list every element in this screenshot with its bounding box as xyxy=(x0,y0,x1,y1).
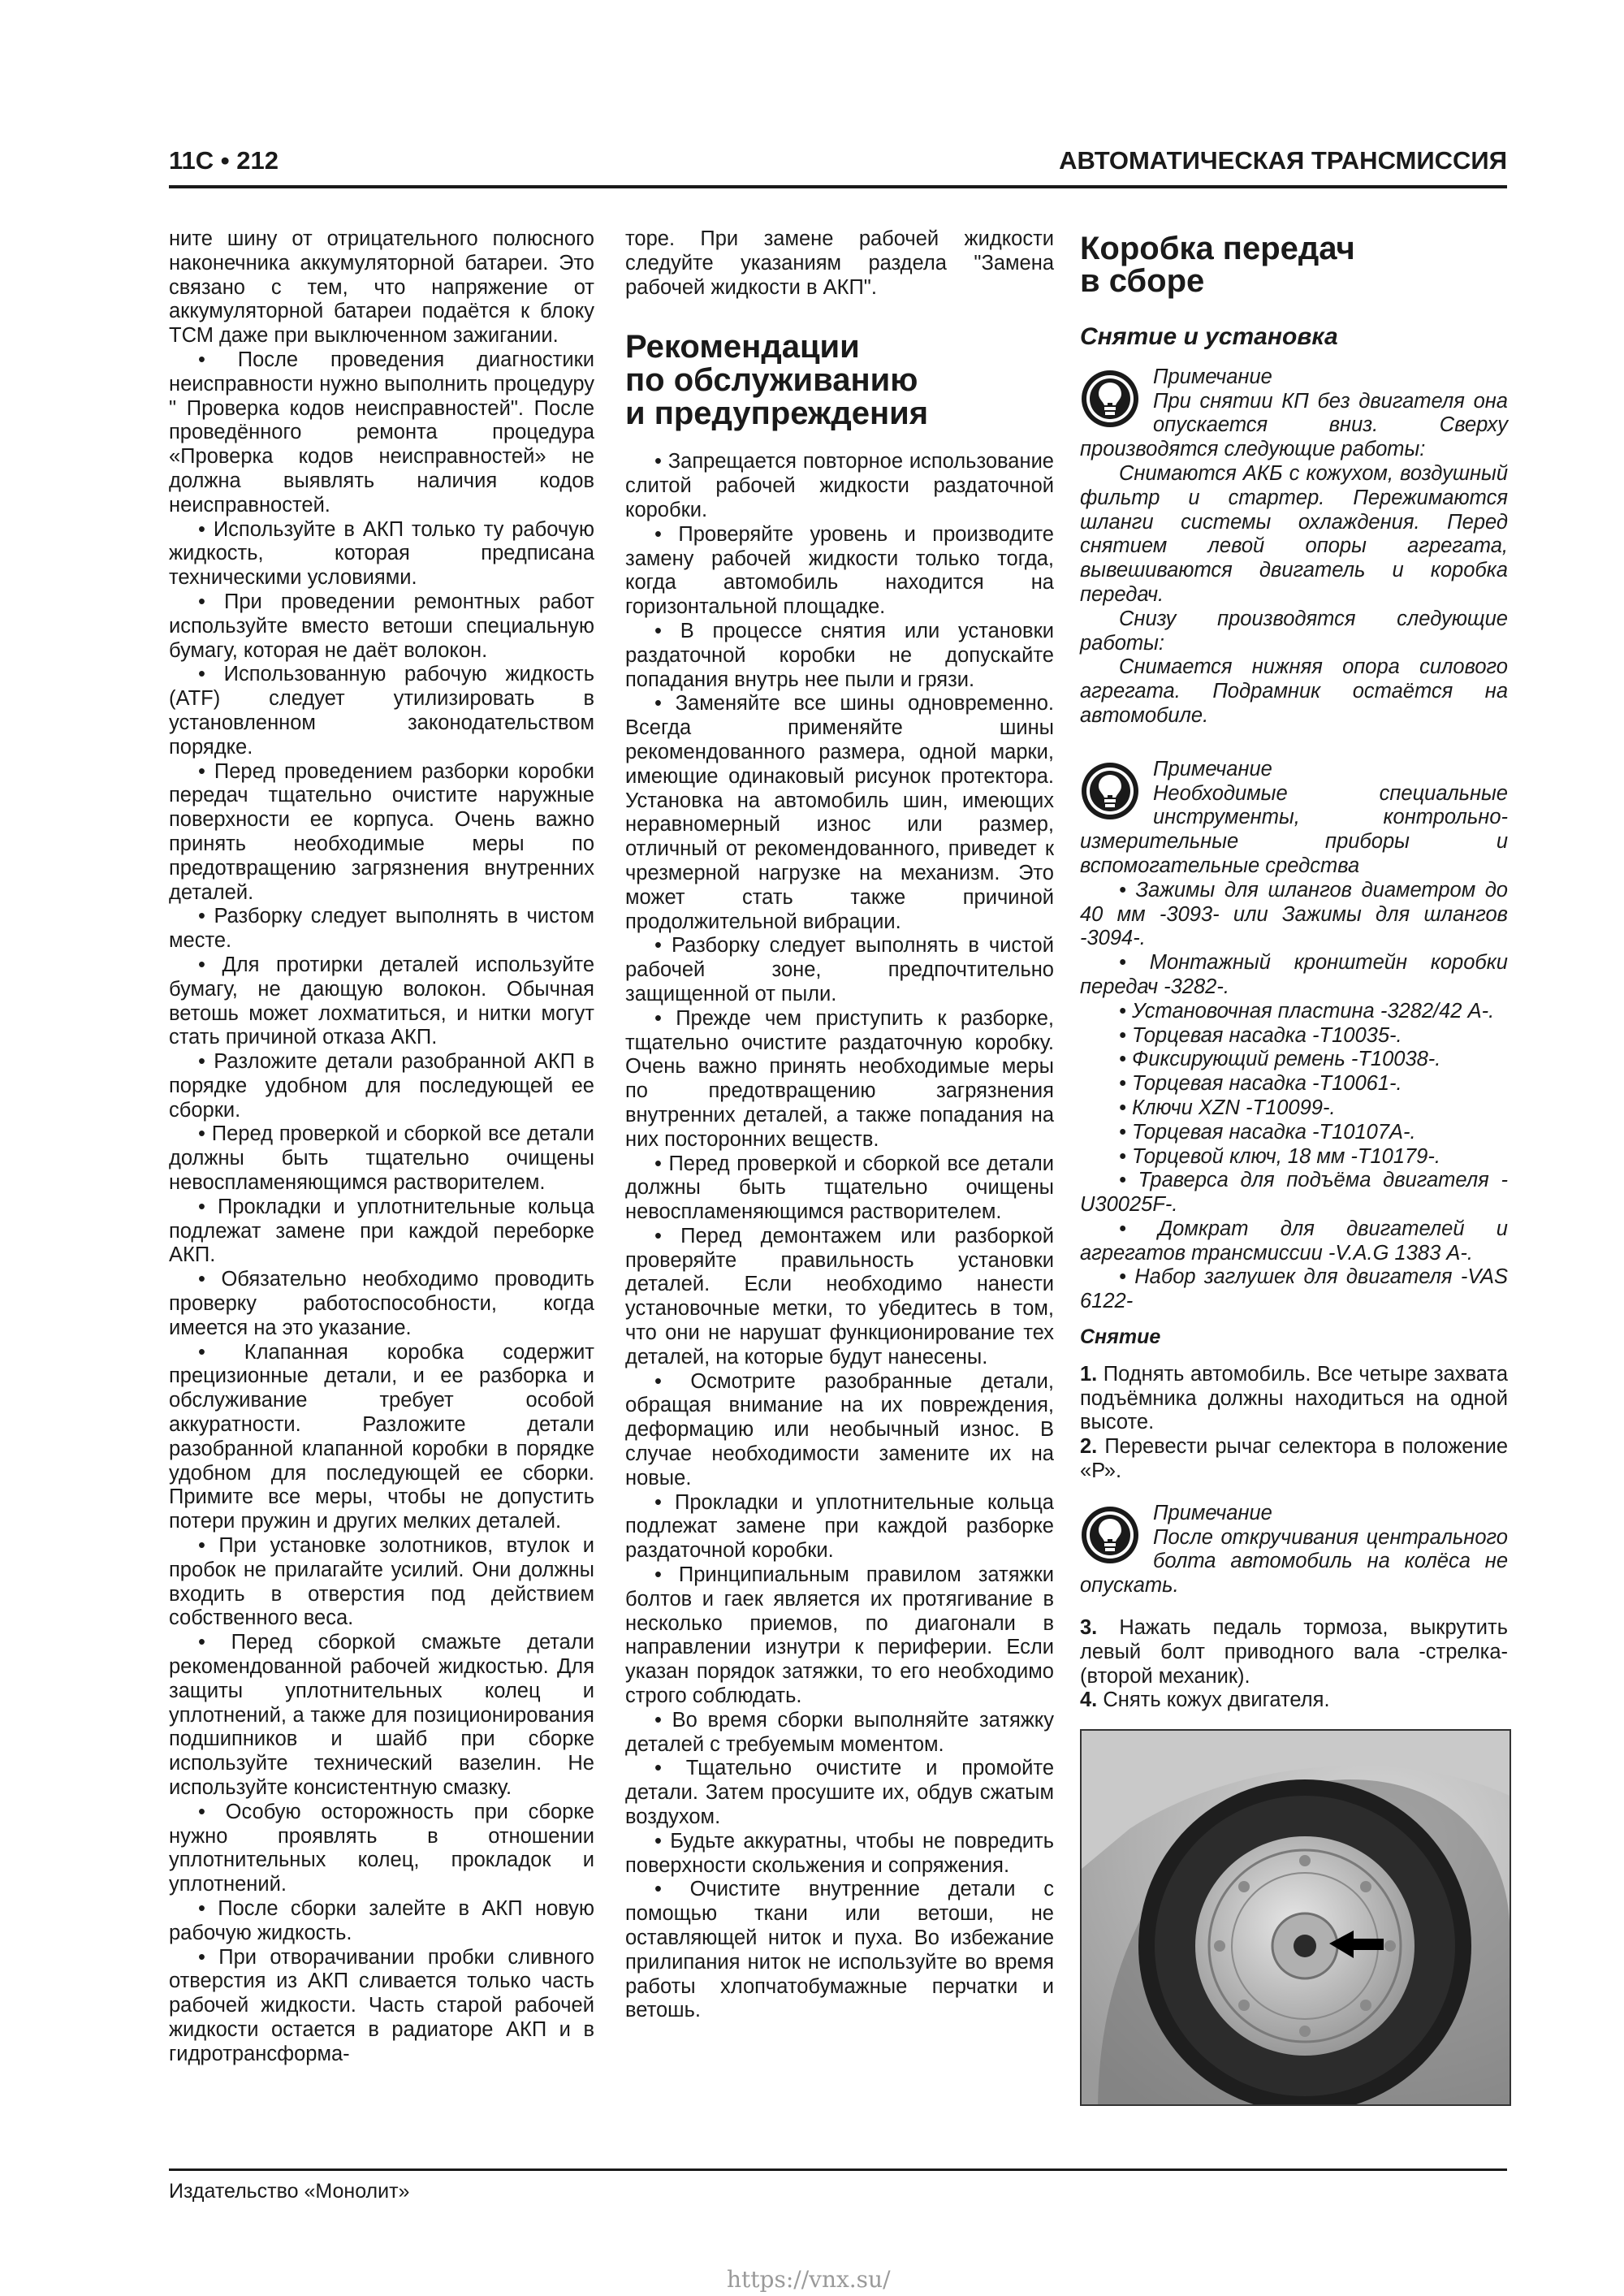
bullet-paragraph: • Тщательно очистите и промойте детали. Затем просушите их, обдув сжатым воздухом. xyxy=(625,1757,1054,1829)
note-text: Снимаются АКБ с кожухом, воздушный фильтр и стартер. Пережимаются шланги системы охлаждения. Перед снятием левой опоры агрегата, вывешиваются двигатель и коробка передач. xyxy=(1080,461,1508,606)
bullet-paragraph: • Проверяйте уровень и производите замену рабочей жидкости только тогда, когда автомобиль находится на горизонтальной площадке. xyxy=(625,522,1054,619)
tool-item: • Ключи XZN -Т10099-. xyxy=(1119,1096,1336,1119)
bullet-paragraph: • Разборку следует выполнять в чистом месте. xyxy=(169,905,594,953)
bullet-paragraph: • При отворачивании пробки сливного отверстия из АКП сливается только часть рабочей жидкости. Часть старой рабочей жидкости остается в радиаторе АКП и в гидротрансформа- xyxy=(169,1945,594,2065)
bullet-paragraph: • Осмотрите разобранные детали, обращая внимание на их повреждения, деформацию или необычный износ. В случае необходимости замените их на новые. xyxy=(625,1369,1054,1490)
bullet-paragraph: • Особую осторожность при сборке нужно проявлять в отношении уплотнительных колец, прокладок и уплотнений. xyxy=(169,1800,594,1896)
bullet-paragraph: • Использованную рабочую жидкость (ATF) следует утилизировать в установленном законодательством порядке. xyxy=(169,663,594,759)
note-block xyxy=(1080,365,1508,729)
bullet-paragraph: • Для протирки деталей используйте бумагу, не дающую волокон. Обычная ветошь может лохматиться, и нитки могут стать причиной отказа АКП. xyxy=(169,953,594,1049)
footer-divider xyxy=(169,2168,1507,2171)
note-text: Снизу производятся следующие работы: xyxy=(1080,607,1508,655)
tool-item: • Зажимы для шлангов диаметром до 40 мм -3093- или Зажимы для шлангов -3094-. xyxy=(1080,878,1508,950)
watermark-url: https://vnx.su/ xyxy=(727,2266,891,2293)
bullet-paragraph: • Будьте аккуратны, чтобы не повредить поверхности скольжения и сопряжения. xyxy=(625,1829,1054,1877)
note-text: Необходимые специальные инструменты, контрольно-измерительные приборы и вспомогательные средства xyxy=(1080,781,1508,877)
bullet-paragraph: • Используйте в АКП только ту рабочую жидкость, которая предписана техническими условиями. xyxy=(169,517,594,590)
page-number: 11C • 212 xyxy=(169,146,279,175)
header-divider xyxy=(169,185,1507,188)
bullet-paragraph: • Принципиальным правилом затяжки болтов и гаек является их протягивание в несколько приемов, по диагонали в направлении изнутри к периферии. Если указан порядок затяжки, то его необходимо строго соблюдать. xyxy=(625,1563,1054,1708)
bullet-paragraph: • Запрещается повторное использование слитой рабочей жидкости раздаточной коробки. xyxy=(625,450,1054,521)
bullet-paragraph: • Перед проведением разборки коробки передач тщательно очистите наружные поверхности ее корпуса. Очень важно принять необходимые меры по предотвращению загрязнения внутренних деталей. xyxy=(169,759,594,904)
bullet-paragraph: • Очистите внутренние детали с помощью ткани или ветоши, не оставляющей ниток и пуха. Во избежание прилипания ниток не используйте во время работы хлопчатобумажные перчатки и ветошь. xyxy=(625,1878,1054,2022)
paragraph: ните шину от отрицательного полюсного наконечника аккумуляторной батареи. Это связано с тем, что напряжение от аккумуляторной батареи подаётся к блоку ТСМ даже при выключенном зажигании. xyxy=(169,227,594,348)
bullet-paragraph: • При установке золотников, втулок и пробок не прилагайте усилий. Они должны входить в отверстия под действием собственного веса. xyxy=(169,1534,594,1630)
bullet-paragraph: • Перед сборкой смажьте детали рекомендованной рабочей жидкостью. Для защиты уплотнительных колец и уплотнений, а также для позиционирования подшипников и шайб при сборке используйте технический вазелин. Не используйте консистентную смазку. xyxy=(169,1631,594,1799)
paragraph: торе. При замене рабочей жидкости следуйте указаниям раздела "Замена рабочей жидкости в АКП". xyxy=(625,227,1054,299)
column-2 xyxy=(625,227,1054,2023)
note-block xyxy=(1080,1502,1508,1598)
bullet-paragraph: • После сборки залейте в АКП новую рабочую жидкость. xyxy=(169,1896,594,1944)
bullet-paragraph: • При проведении ремонтных работ используйте вместо ветоши специальную бумагу, которая не даёт волокон. xyxy=(169,590,594,662)
subsection-heading: Снятие и установка xyxy=(1080,323,1338,350)
bullet-paragraph: • Разборку следует выполнять в чистой рабочей зоне, предпочтительно защищенной от пыли. xyxy=(625,934,1054,1005)
tool-item: • Монтажный кронштейн коробки передач -3282-. xyxy=(1080,951,1508,998)
section-heading: Коробка передач в сборе xyxy=(1080,231,1355,299)
column-3 xyxy=(1080,226,1508,2106)
bullet-paragraph: • Обязательно необходимо проводить проверку работоспособности, когда имеется на это указание. xyxy=(169,1268,594,1339)
step-1: 1. Поднять автомобиль. Все четыре захвата подъёмника должны находиться на одной высоте. xyxy=(1080,1362,1508,1434)
tool-item: • Набор заглушек для двигателя -VAS 6122- xyxy=(1080,1265,1508,1313)
bullet-paragraph: • Прокладки и уплотнительные кольца подлежат замене при каждой переборке АКП. xyxy=(169,1195,594,1267)
tool-item: • Установочная пластина -3282/42 А-. xyxy=(1119,999,1495,1023)
lightbulb-icon xyxy=(1080,1505,1140,1565)
note-text: Снимается нижняя опора силового агрегата. Подрамник остаётся на автомобиле. xyxy=(1080,655,1508,727)
lightbulb-icon xyxy=(1080,369,1140,429)
tool-item: • Торцевая насадка -Т10035-. xyxy=(1119,1023,1402,1047)
removal-heading: Снятие xyxy=(1080,1325,1161,1349)
bullet-paragraph: • Перед проверкой и сборкой все детали должны быть тщательно очищены невоспламеняющимся растворителем. xyxy=(169,1122,594,1195)
tool-item: • Торцевая насадка -Т10107А-. xyxy=(1119,1120,1416,1144)
tool-item: • Траверса для подъёма двигателя -U30025F-. xyxy=(1080,1169,1508,1217)
bullet-paragraph: • Прежде чем приступить к разборке, тщательно очистите раздаточную коробку. Очень важно принять необходимые меры по предотвращению загрязнения внутренних деталей, а также попадания на них посторонних веществ. xyxy=(625,1006,1054,1151)
lightbulb-icon xyxy=(1080,761,1140,821)
wheel-illustration xyxy=(1082,1731,1510,2104)
note-text: При снятии КП без двигателя она опускается вниз. Сверху производятся следующие работы: xyxy=(1080,389,1508,461)
bullet-paragraph: • Прокладки и уплотнительные кольца подлежат замене при каждой разборке раздаточной коробки. xyxy=(625,1490,1054,1563)
section-title: АВТОМАТИЧЕСКАЯ ТРАНСМИССИЯ xyxy=(1059,146,1507,175)
tool-item: • Домкрат для двигателей и агрегатов трансмиссии -V.A.G 1383 А-. xyxy=(1080,1217,1508,1265)
note-block xyxy=(1080,758,1508,1314)
bullet-paragraph: • Перед демонтажем или разборкой проверяйте правильность установки деталей. Если необходимо нанести установочные метки, то убедитесь в том, что они не нарушат функционирование тех деталей, на которые будут нанесены. xyxy=(625,1224,1054,1369)
bullet-paragraph: • Перед проверкой и сборкой все детали должны быть тщательно очищены невоспламеняющимся растворителем. xyxy=(625,1152,1054,1224)
step-2: 2. Перевести рычаг селектора в положение «Р». xyxy=(1080,1435,1508,1483)
note-label: Примечание xyxy=(1153,757,1272,780)
step-4: 4. Снять кожух двигателя. xyxy=(1080,1688,1330,1712)
tool-item: • Фиксирующий ремень -Т10038-. xyxy=(1119,1048,1441,1071)
note-label: Примечание xyxy=(1153,1501,1272,1524)
column-1 xyxy=(169,227,594,2067)
publisher: Издательство «Монолит» xyxy=(169,2180,410,2203)
step-3: 3. Нажать педаль тормоза, выкрутить левый болт приводного вала -стрелка- (второй механик). xyxy=(1080,1616,1508,1688)
section-heading: Рекомендации по обслуживанию и предупреждения xyxy=(625,329,929,432)
wheel-photo xyxy=(1080,1729,1511,2106)
note-label: Примечание xyxy=(1153,365,1272,388)
bullet-paragraph: • В процессе снятия или установки раздаточной коробки не допускайте попадания внутрь нее пыли и грязи. xyxy=(625,619,1054,691)
bullet-paragraph: • Во время сборки выполняйте затяжку деталей с требуемым моментом. xyxy=(625,1708,1054,1756)
bullet-paragraph: • После проведения диагностики неисправности нужно выполнить процедуру " Проверка кодов неисправностей". После проведённого ремонта процедура «Проверка кодов неисправностей» не должна выявлять наличия кодов неисправностей. xyxy=(169,348,594,517)
bullet-paragraph: • Заменяйте все шины одновременно. Всегда применяйте шины рекомендованного размера, одной марки, имеющие одинаковый рисунок протектора. Установка на автомобиль шин, имеющих неравномерный износ или размер, отличный от рекомендованного, приведет к чрезмерной нагрузке на механизм. Это может стать также причиной продолжительной вибрации. xyxy=(625,692,1054,933)
tool-item: • Торцевая насадка -Т10061-. xyxy=(1119,1072,1402,1096)
bullet-paragraph: • Клапанная коробка содержит прецизионные детали, и ее разборка и обслуживание требует особой аккуратности. Разложите детали разобранной клапанной коробки в порядке удобном для последующей ее сборки. Примите все меры, чтобы не допустить потери пружин и других мелких деталей. xyxy=(169,1340,594,1533)
tool-item: • Торцевой ключ, 18 мм -Т10179-. xyxy=(1119,1144,1440,1168)
bullet-paragraph: • Разложите детали разобранной АКП в порядке удобном для последующей ее сборки. xyxy=(169,1050,594,1122)
note-text: После откручивания центрального болта автомобиль на колёса не опускать. xyxy=(1080,1525,1508,1598)
